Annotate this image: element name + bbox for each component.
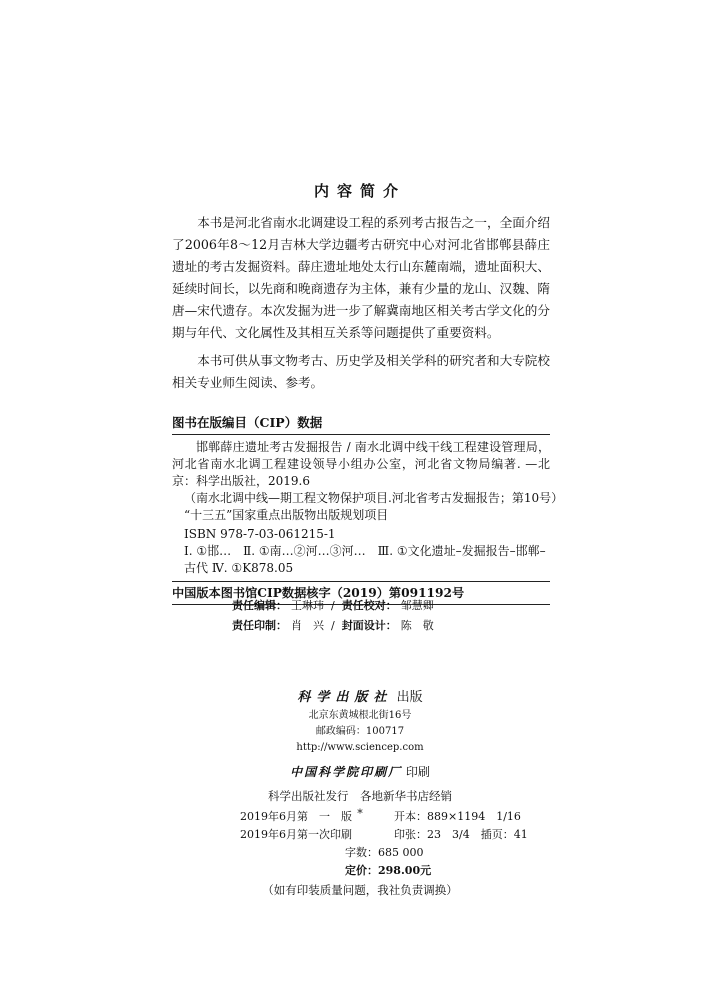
editor-label: 责任编辑： bbox=[232, 599, 287, 612]
summary-paragraph: 本书是河北省南水北调建设工程的系列考古报告之一，全面介绍了2006年8～12月吉林大学边疆考古研究中心对河北省邯郸县薛庄遗址的考古发掘资料。薛庄遗址地处太行山东麓南端，遗址面积大、延续时间长，以先商和晚商遗存为主体，兼有少量的龙山、汉魏、隋唐—宋代遗存。本次发掘为进一步了解冀南地区相关考古学文化的分期与年代、文化属性及其相互关系等问题提供了重要资料。 bbox=[172, 215, 550, 340]
first-print: 2019年6月第一次印刷 bbox=[240, 828, 352, 841]
publisher-url: http://www.sciencep.com bbox=[296, 742, 424, 753]
price-row bbox=[240, 862, 544, 880]
price-label: 定价： bbox=[345, 864, 378, 877]
publisher-suffix: 出版 bbox=[396, 690, 423, 705]
cip-heading: 图书在版编目（CIP）数据 bbox=[172, 412, 550, 435]
credits-row-editors bbox=[232, 596, 532, 616]
cip-record: 中国版本图书馆CIP数据核字（2019）第091192号 bbox=[172, 581, 550, 605]
edition-info bbox=[240, 808, 544, 880]
publisher-address: 北京东黄城根北街16号 bbox=[308, 710, 412, 721]
summary-paragraph: 本书可供从事文物考古、历史学及相关学科的研究者和大专院校相关专业师生阅读、参考。 bbox=[172, 353, 550, 390]
distribution: 科学出版社发行 各地新华书店经销 bbox=[268, 789, 452, 803]
proof-name: 邹慧卿 bbox=[400, 599, 434, 612]
quality-notice: （如有印装质量问题，我社负责调换） bbox=[262, 883, 458, 897]
credits bbox=[232, 596, 532, 636]
printer-suffix: 印刷 bbox=[405, 765, 430, 779]
cip-main-entry: 邯郸薛庄遗址考古发掘报告 / 南水北调中线干线工程建设管理局，河北省南水北调工程建设领导小组办公室，河北省文物局编著. —北京：科学出版社，2019.6 bbox=[172, 440, 550, 488]
printer-logo: 中国科学院印刷厂 bbox=[290, 765, 403, 779]
summary-body bbox=[172, 212, 550, 400]
publisher-postcode: 邮政编码：100717 bbox=[315, 726, 405, 737]
cover-label: 封面设计： bbox=[341, 619, 397, 632]
book-format: 开本：889×1194 1/16 bbox=[394, 810, 521, 823]
cover-name: 陈 敬 bbox=[400, 619, 434, 632]
cip-classification: Ⅰ. ①邯… Ⅱ. ①南…②河…③河… Ⅲ. ①文化遗址–发掘报告–邯郸–古代 Ⅳ. ①K878.05 bbox=[184, 544, 546, 575]
proof-label: 责任校对： bbox=[341, 599, 397, 612]
cip-block bbox=[172, 412, 564, 605]
edition-row bbox=[240, 808, 544, 826]
publisher-block bbox=[0, 688, 720, 820]
credits-separator: / bbox=[331, 619, 335, 632]
credits-separator: / bbox=[331, 599, 335, 612]
summary-title: 内容简介 bbox=[313, 182, 406, 200]
credits-row-production bbox=[232, 616, 532, 636]
cip-series: （南水北调中线—期工程文物保护项目.河北省考古发掘报告；第10号） bbox=[184, 491, 564, 505]
print-name: 肖 兴 bbox=[291, 619, 324, 632]
word-count: 字数：685 000 bbox=[345, 846, 424, 859]
print-sheets: 印张：23 3/4 插页：41 bbox=[394, 828, 528, 841]
price-value: 298.00元 bbox=[378, 864, 432, 877]
printer-name bbox=[0, 762, 720, 782]
publisher-name bbox=[0, 688, 720, 708]
publisher-logo: 科学出版社 bbox=[297, 690, 393, 705]
print-label: 责任印制： bbox=[232, 619, 287, 632]
edition-row bbox=[240, 826, 544, 844]
cip-plan: “十三五”国家重点出版物出版规划项目 bbox=[184, 508, 389, 522]
star-divider: * bbox=[357, 807, 363, 820]
cip-isbn: ISBN 978-7-03-061215-1 bbox=[184, 527, 336, 541]
editor-name: 王琳玮 bbox=[291, 599, 324, 612]
first-edition: 2019年6月第 一 版 bbox=[240, 810, 352, 823]
